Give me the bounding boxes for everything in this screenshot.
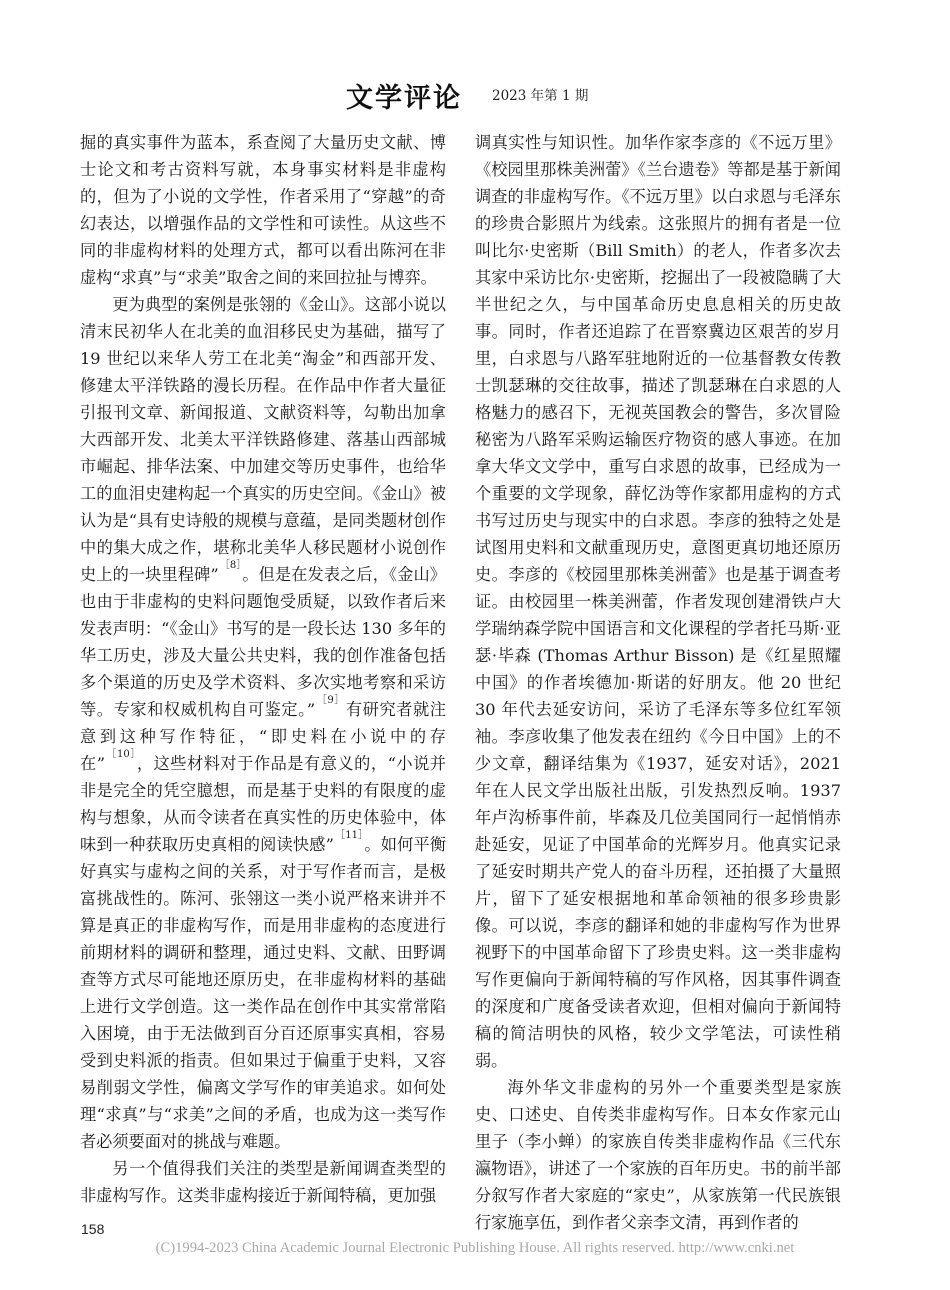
citation-ref: ［10］ bbox=[106, 749, 136, 760]
issue-label: 2023 年第 1 期 bbox=[492, 88, 589, 104]
paragraph-text: 。但是在发表之后，《金山》也由于非虚构的史料问题饱受质疑，以致作者后来发表声明：“《金山》书写的是一段长达 130 多年的华工历史，涉及大量公共史料，我的创作准备包括多个渠道的历史及学术资料、多次实地考察和采访等。专家和权威机构自可鉴定。” bbox=[80, 565, 446, 719]
paragraph bbox=[80, 291, 446, 1155]
citation-ref: ［8］ bbox=[219, 560, 242, 571]
citation-ref: ［11］ bbox=[334, 830, 364, 841]
right-column bbox=[475, 129, 841, 1236]
paragraph: 掘的真实事件为蓝本，系查阅了大量历史文献、博士论文和考古资料写就，本身事实材料是非虚构的，但为了小说的文学性，作者采用了“穿越”的奇幻表达，以增强作品的文学性和可读性。从这些不同的非虚构材料的处理方式，都可以看出陈河在非虚构“求真”与“求美”取舍之间的来回拉扯与博弈。 bbox=[80, 133, 446, 287]
page-number: 158 bbox=[81, 1221, 105, 1237]
journal-logo: 文学评论 bbox=[346, 83, 462, 114]
paragraph: 另一个值得我们关注的类型是新闻调查类型的非虚构写作。这类非虚构接近于新闻特稿，更加强 bbox=[80, 1159, 446, 1205]
copyright-notice: (C)1994-2023 China Academic Journal Electronic Publishing House. All rights reserved. http://www.cnki.net bbox=[155, 1240, 795, 1256]
paragraph-text: 有研究者就注意到这种写作特征，“即史料在小说中的存在” bbox=[80, 700, 446, 773]
paragraph-text: 。如何平衡好真实与虚构之间的关系，对于写作者而言，是极富挑战性的。陈河、张翎这一类小说严格来讲并不算是真正的非虚构写作，而是用非虚构的态度进行前期材料的调研和整理，通过史料、文献、田野调查等方式尽可能地还原历史，在非虚构材料的基础上进行文学创造。这一类作品在创作中其实常常陷入困境，由于无法做到百分百还原事实真相，容易受到史料派的指责。但如果过于偏重于史料，又容易削弱文学性，偏离文学写作的审美追求。如何处理“求真”与“求美”之间的矛盾，也成为这一类写作者必须要面对的挑战与难题。 bbox=[80, 835, 447, 1151]
paragraph-text: ，这些材料对于作品是有意义的，“小说并非是完全的凭空臆想，而是基于史料的有限度的虚构与想象，从而令读者在真实性的历史体验中，体味到一种获取历史真相的阅读快感” bbox=[80, 754, 446, 854]
paragraph: 海外华文非虚构的另外一个重要类型是家族史、口述史、自传类非虚构写作。日本女作家元山里子（李小蝉）的家族自传类非虚构作品《三代东瀛物语》，讲述了一个家族的百年历史。书的前半部分叙写作者大家庭的“家史”，从家族第一代民族银行家施享伍，到作者父亲李文清，再到作者的 bbox=[475, 1078, 841, 1232]
paragraph-text: 更为典型的案例是张翎的《金山》。这部小说以清末民初华人在北美的血泪移民史为基础，描写了 19 世纪以来华人劳工在北美“淘金”和西部开发、修建太平洋铁路的漫长历程。在作品中作者大量征引报刊文章、新闻报道、文献资料等，勾勒出加拿大西部开发、北美太平洋铁路修建、落基山西部城市崛起、排华法案、中加建交等历史事件，也给华工的血泪史建构起一个真实的历史空间。《金山》被认为是“具有史诗般的规模与意蕴，是同类题材创作中的集大成之作，堪称北美华人移民题材小说创作史上的一块里程碑” bbox=[80, 295, 446, 584]
left-column bbox=[80, 129, 446, 1209]
citation-ref: ［9］ bbox=[316, 695, 345, 706]
page-header bbox=[0, 74, 950, 114]
paragraph: 调真实性与知识性。加华作家李彦的《不远万里》《校园里那株美洲蕾》《兰台遗卷》等都是基于新闻调查的非虚构写作。《不远万里》以白求恩与毛泽东的珍贵合影照片为线索。这张照片的拥有者是一位叫比尔·史密斯（Bill Smith）的老人，作者多次去其家中采访比尔·史密斯，挖掘出了一段被隐瞒了大半世纪之久，与中国革命历史息息相关的历史故事。同时，作者还追踪了在晋察冀边区艰苦的岁月里，白求恩与八路军驻地附近的一位基督教女传教士凯瑟琳的交往故事，描述了凯瑟琳在白求恩的人格魅力的感召下，无视英国教会的警告，多次冒险秘密为八路军采购运输医疗物资的感人事迹。在加拿大华文文学中，重写白求恩的故事，已经成为一个重要的文学现象，薛忆沩等作家都用虚构的方式书写过历史与现实中的白求恩。李彦的独特之处是试图用史料和文献重现历史，意图更真切地还原历史。李彦的《校园里那株美洲蕾》也是基于调查考证。由校园里一株美洲蕾，作者发现创建滑铁卢大学瑞纳森学院中国语言和文化课程的学者托马斯·亚瑟·毕森 (Thomas Arthur Bisson) 是《红星照耀中国》的作者埃德加·斯诺的好朋友。他 20 世纪 30 年代去延安访问，采访了毛泽东等多位红军领袖。李彦收集了他发表在纽约《今日中国》上的不少文章，翻译结集为《1937，延安对话》，2021 年在人民文学出版社出版，引发热烈反响。1937 年卢沟桥事件前，毕森及几位美国同行一起悄悄赤赴延安，见证了中国革命的光辉岁月。他真实记录了延安时期共产党人的奋斗历程，还拍摄了大量照片，留下了延安根据地和革命领袖的很多珍贵影像。可以说，李彦的翻译和她的非虚构写作为世界视野下的中国革命留下了珍贵史料。这一类非虚构写作更偏向于新闻特稿的写作风格，因其事件调查的深度和广度备受读者欢迎，但相对偏向于新闻特稿的简洁明快的风格，较少文学笔法，可读性稍弱。 bbox=[475, 133, 841, 1070]
